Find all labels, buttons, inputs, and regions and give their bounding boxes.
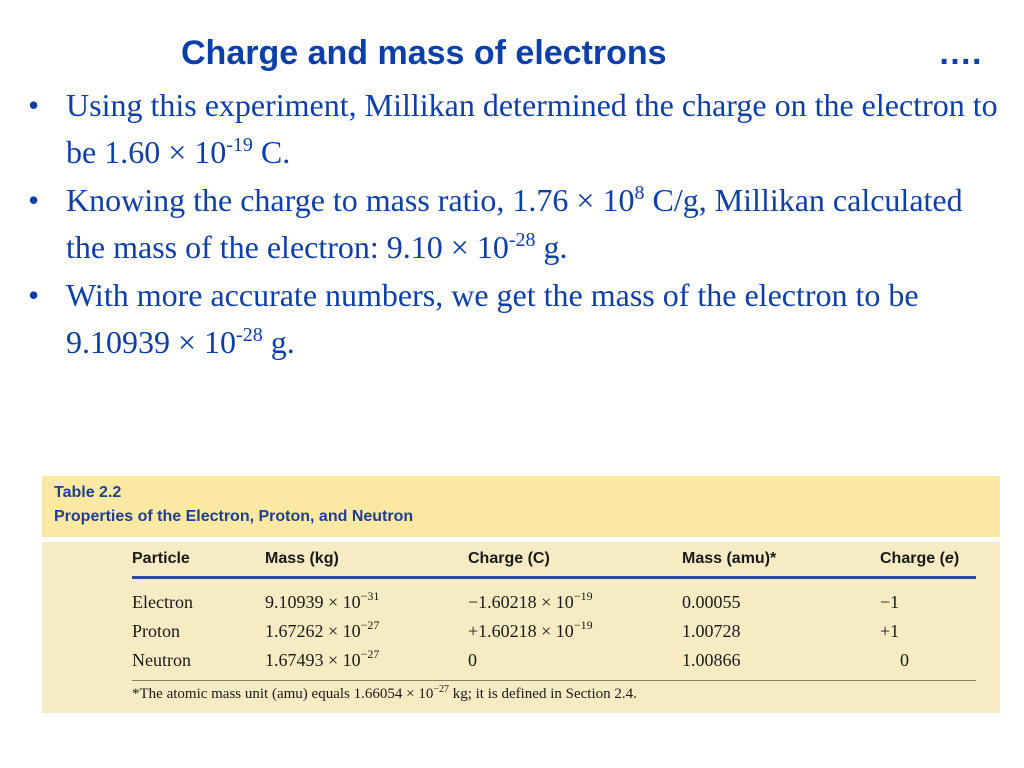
footnote-superscript: −27 <box>433 684 449 695</box>
bullet-superscript: -19 <box>226 134 253 156</box>
slide-title-text: Charge and mass of electrons <box>181 34 667 72</box>
cell-mass-kg-mantissa: 1.67493 × 10 <box>265 650 361 670</box>
bullet-superscript: -28 <box>508 229 536 251</box>
table-footnote <box>132 686 637 703</box>
bullet-marker: • <box>28 277 40 313</box>
bullet-superscript: 8 <box>634 182 645 204</box>
cell-mass-kg-mantissa: 1.67262 × 10 <box>265 621 361 641</box>
cell-particle: Neutron <box>132 650 191 670</box>
column-header-mass-amu: Mass (amu)* <box>682 550 777 567</box>
bullet-text: g. <box>262 324 295 360</box>
bullet-marker: • <box>28 182 40 218</box>
cell-mass-kg <box>265 589 380 613</box>
bullet-text: Knowing the charge to mass ratio, 1.76 × 10 <box>66 182 635 218</box>
bullet-text: With more accurate numbers, we get the mass of the electron to be 9.10939 × 10 <box>66 277 919 360</box>
cell-mass-amu: 1.00866 <box>682 650 741 670</box>
charge-unit-symbol: e <box>944 550 954 567</box>
cell-charge-c-mantissa: −1.60218 × 10 <box>468 592 574 612</box>
properties-table <box>42 476 1000 713</box>
footnote-text: kg; it is defined in Section 2.4. <box>448 686 637 702</box>
table-caption: Properties of the Electron, Proton, and Neutron <box>54 508 414 525</box>
bullet-item <box>28 82 1003 176</box>
table-grid <box>132 548 976 702</box>
cell-charge-e: −1 <box>880 592 900 612</box>
bullet-text: Using this experiment, Millikan determined the charge on the electron to be 1.60 × 10 <box>66 87 998 170</box>
cell-particle: Proton <box>132 621 181 641</box>
cell-charge-e: +1 <box>880 621 900 641</box>
column-header-charge-c: Charge (C) <box>468 550 550 567</box>
cell-charge-c-exponent: −19 <box>573 618 593 632</box>
footnote-text: *The atomic mass unit (amu) equals 1.66054 × 10 <box>132 686 434 702</box>
cell-particle: Electron <box>132 592 193 612</box>
table-label: Table 2.2 <box>54 484 122 501</box>
bullet-text: C/g, Millikan calculated the mass of the electron: 9.10 × 10 <box>66 182 963 265</box>
cell-charge-c <box>468 650 477 671</box>
bullet-text: g. <box>535 229 568 265</box>
cell-mass-amu: 1.00728 <box>682 621 741 641</box>
table-header-divider <box>42 537 1000 542</box>
slide-title <box>0 34 1024 82</box>
table-header-band <box>42 476 1000 537</box>
column-header-charge-e: Charge (e) <box>880 550 960 567</box>
cell-mass-kg-exponent: −27 <box>360 647 380 661</box>
column-header-rule <box>132 576 976 579</box>
cell-mass-amu: 0.00055 <box>682 592 741 612</box>
bullet-marker: • <box>28 87 40 123</box>
footnote-rule <box>132 680 976 681</box>
bullet-text: C. <box>252 134 291 170</box>
cell-mass-kg-mantissa: 9.10939 × 10 <box>265 592 361 612</box>
cell-charge-c <box>468 589 593 613</box>
slide-title-ellipsis: …. <box>938 34 982 72</box>
cell-mass-kg <box>265 618 380 642</box>
cell-mass-kg <box>265 647 380 671</box>
cell-mass-kg-exponent: −27 <box>360 618 380 632</box>
column-header-particle: Particle <box>132 550 190 567</box>
column-header-mass-kg: Mass (kg) <box>265 550 339 567</box>
cell-mass-kg-exponent: −31 <box>360 589 380 603</box>
cell-charge-e: 0 <box>900 650 909 670</box>
cell-charge-c-mantissa: +1.60218 × 10 <box>468 621 574 641</box>
bullet-item <box>28 177 1003 271</box>
bullet-item <box>28 272 1003 366</box>
cell-charge-c-mantissa: 0 <box>468 650 477 670</box>
bullet-list <box>28 82 1003 367</box>
cell-charge-c-exponent: −19 <box>573 589 593 603</box>
bullet-superscript: -28 <box>236 324 263 346</box>
cell-charge-c <box>468 618 593 642</box>
